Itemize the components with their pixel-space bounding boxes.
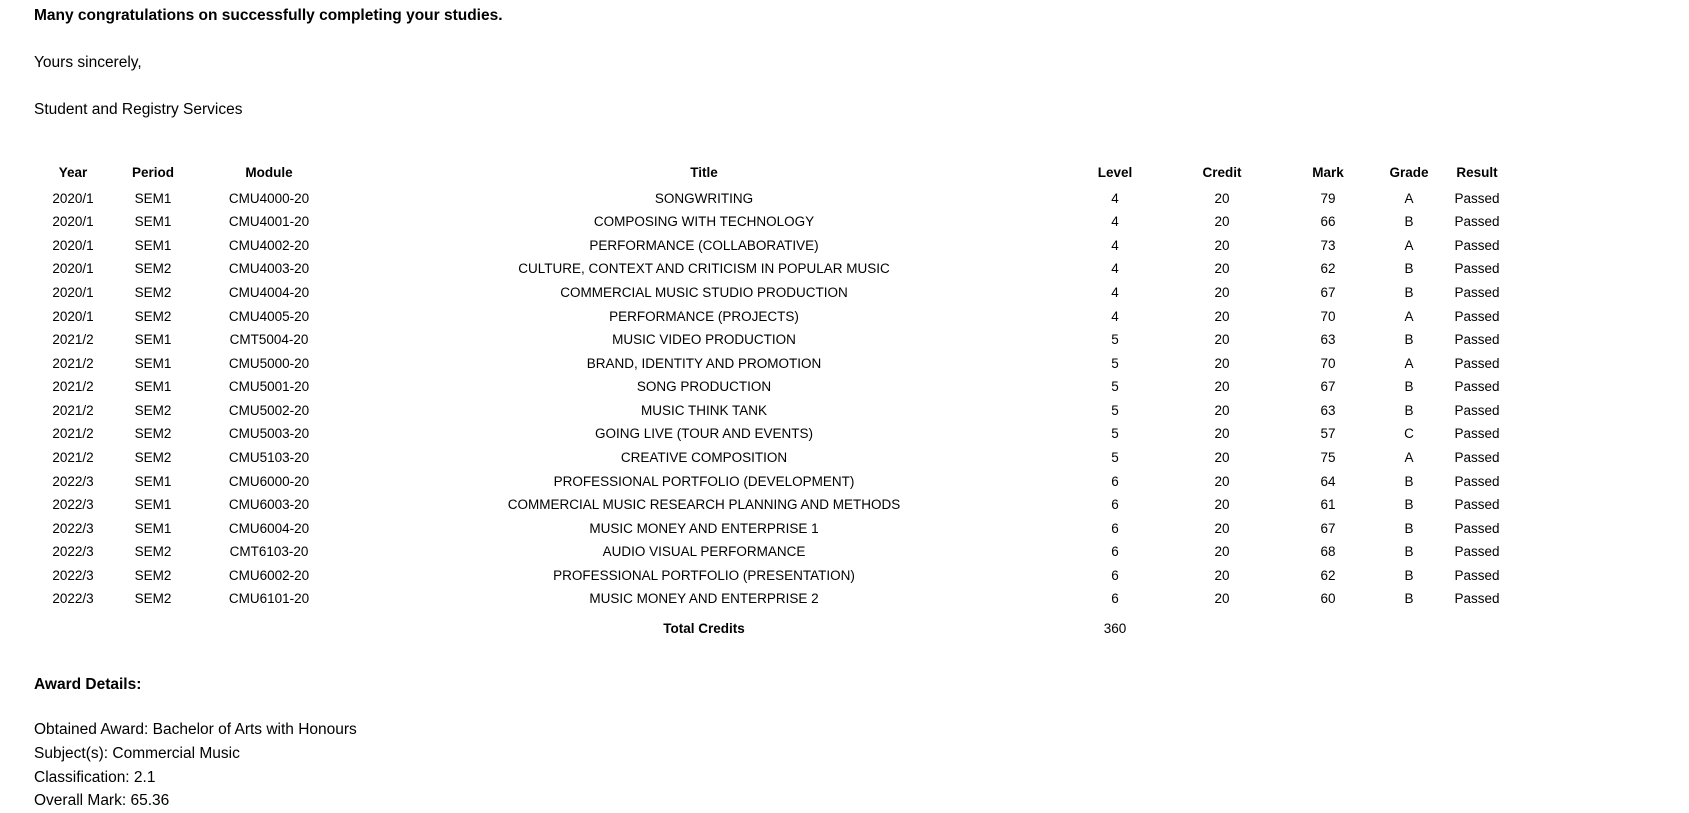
cell-credit: 20 — [1214, 402, 1230, 418]
spacer — [34, 27, 1655, 53]
cell-result: Passed — [1454, 379, 1500, 395]
cell-period: SEM1 — [134, 332, 172, 348]
cell-result: Passed — [1454, 591, 1500, 607]
cell-grade: B — [1404, 402, 1414, 418]
cell-title: PERFORMANCE (PROJECTS) — [609, 308, 799, 324]
cell-year: 2020/1 — [52, 285, 94, 301]
cell-title: COMMERCIAL MUSIC RESEARCH PLANNING AND METHODS — [507, 497, 901, 513]
cell-result: Passed — [1454, 402, 1500, 418]
cell-level: 5 — [1111, 402, 1119, 418]
subjects-text: Subject(s): Commercial Music — [34, 745, 240, 762]
table-row — [34, 540, 1514, 564]
cell-level: 6 — [1111, 544, 1119, 560]
cell-credit: 20 — [1214, 591, 1230, 607]
table-row — [34, 375, 1514, 399]
cell-credit: 20 — [1214, 379, 1230, 395]
cell-level: 5 — [1111, 379, 1119, 395]
cell-result: Passed — [1454, 237, 1500, 253]
cell-grade: B — [1404, 520, 1414, 536]
cell-grade: B — [1404, 285, 1414, 301]
cell-module: CMU6000-20 — [228, 473, 310, 489]
cell-result: Passed — [1454, 355, 1500, 371]
congratulations-text: Many congratulations on successfully completing your studies. — [34, 7, 503, 24]
classification-text: Classification: 2.1 — [34, 768, 156, 786]
table-row — [34, 352, 1514, 376]
cell-mark: 67 — [1320, 520, 1336, 536]
department-text: Student and Registry Services — [34, 100, 243, 118]
cell-credit: 20 — [1214, 214, 1230, 230]
cell-grade: B — [1404, 473, 1414, 489]
cell-year: 2021/2 — [52, 332, 94, 348]
cell-title: MUSIC VIDEO PRODUCTION — [612, 332, 796, 348]
cell-mark: 63 — [1320, 402, 1336, 418]
column-header-title: Title — [690, 164, 718, 180]
sign-off-text: Yours sincerely, — [34, 53, 142, 71]
table-row — [34, 564, 1514, 588]
table-row — [34, 517, 1514, 541]
cell-module: CMU4003-20 — [228, 261, 310, 277]
cell-period: SEM1 — [134, 214, 172, 230]
cell-credit: 20 — [1214, 544, 1230, 560]
cell-grade: A — [1404, 449, 1414, 465]
cell-result: Passed — [1454, 214, 1500, 230]
cell-module: CMU6003-20 — [228, 497, 310, 513]
cell-result: Passed — [1454, 308, 1500, 324]
cell-mark: 66 — [1320, 214, 1336, 230]
cell-title: COMPOSING WITH TECHNOLOGY — [593, 214, 815, 230]
cell-year: 2021/2 — [52, 355, 94, 371]
cell-level: 4 — [1111, 261, 1119, 277]
cell-mark: 73 — [1320, 237, 1336, 253]
cell-result: Passed — [1454, 497, 1500, 513]
cell-module: CMU5003-20 — [228, 426, 310, 442]
cell-year: 2020/1 — [52, 237, 94, 253]
cell-title: MUSIC MONEY AND ENTERPRISE 2 — [589, 591, 819, 607]
cell-title: SONGWRITING — [654, 190, 754, 206]
obtained-award-text: Obtained Award: Bachelor of Arts with Honours — [34, 721, 357, 739]
cell-grade: A — [1404, 308, 1414, 324]
award-details-heading: Award Details: — [34, 676, 142, 694]
cell-period: SEM2 — [134, 285, 172, 301]
cell-mark: 79 — [1320, 190, 1336, 206]
cell-module: CMU4001-20 — [228, 214, 310, 230]
column-header-result: Result — [1456, 164, 1498, 180]
cell-result: Passed — [1454, 520, 1500, 536]
cell-title: MUSIC THINK TANK — [640, 402, 767, 418]
cell-period: SEM2 — [134, 426, 172, 442]
cell-result: Passed — [1454, 544, 1500, 560]
cell-credit: 20 — [1214, 355, 1230, 371]
cell-mark: 75 — [1320, 449, 1336, 465]
column-header-period: Period — [131, 164, 174, 180]
cell-year: 2021/2 — [52, 426, 94, 442]
cell-result: Passed — [1454, 261, 1500, 277]
cell-result: Passed — [1454, 426, 1500, 442]
cell-module: CMT6103-20 — [229, 544, 309, 560]
cell-period: SEM1 — [134, 473, 172, 489]
cell-credit: 20 — [1214, 308, 1230, 324]
cell-grade: C — [1404, 426, 1414, 442]
cell-empty — [1166, 611, 1278, 641]
cell-year: 2020/1 — [52, 308, 94, 324]
cell-grade: B — [1404, 544, 1414, 560]
cell-level: 4 — [1111, 285, 1119, 301]
cell-level: 6 — [1111, 567, 1119, 583]
column-header-module: Module — [245, 164, 293, 180]
cell-level: 6 — [1111, 520, 1119, 536]
table-row — [34, 493, 1514, 517]
cell-title: PROFESSIONAL PORTFOLIO (DEVELOPMENT) — [553, 473, 855, 489]
cell-grade: B — [1404, 379, 1414, 395]
table-row — [34, 470, 1514, 494]
cell-credit: 20 — [1214, 567, 1230, 583]
cell-mark: 67 — [1320, 379, 1336, 395]
cell-title: GOING LIVE (TOUR AND EVENTS) — [594, 426, 814, 442]
total-credits-value: 360 — [1103, 620, 1127, 636]
table-header-row — [34, 165, 1514, 187]
cell-credit: 20 — [1214, 473, 1230, 489]
total-credits-row — [34, 611, 1514, 641]
cell-grade: B — [1404, 497, 1414, 513]
cell-period: SEM1 — [134, 237, 172, 253]
cell-title: PROFESSIONAL PORTFOLIO (PRESENTATION) — [553, 567, 855, 583]
cell-mark: 60 — [1320, 591, 1336, 607]
cell-empty — [1278, 611, 1378, 641]
cell-period: SEM1 — [134, 497, 172, 513]
overall-mark-text: Overall Mark: 65.36 — [34, 792, 170, 810]
cell-year: 2022/3 — [52, 473, 94, 489]
cell-grade: A — [1404, 237, 1414, 253]
cell-title: PERFORMANCE (COLLABORATIVE) — [589, 237, 819, 253]
cell-period: SEM2 — [134, 402, 172, 418]
cell-empty — [1440, 611, 1514, 641]
column-header-year: Year — [58, 164, 88, 180]
cell-level: 5 — [1111, 426, 1119, 442]
table-row — [34, 281, 1514, 305]
cell-result: Passed — [1454, 473, 1500, 489]
cell-period: SEM1 — [134, 520, 172, 536]
cell-mark: 70 — [1320, 355, 1336, 371]
column-header-mark: Mark — [1312, 164, 1344, 180]
cell-credit: 20 — [1214, 449, 1230, 465]
cell-period: SEM1 — [134, 355, 172, 371]
cell-grade: B — [1404, 261, 1414, 277]
table-row — [34, 234, 1514, 258]
cell-module: CMU4005-20 — [228, 308, 310, 324]
cell-year: 2020/1 — [52, 190, 94, 206]
cell-credit: 20 — [1214, 332, 1230, 348]
cell-period: SEM2 — [134, 544, 172, 560]
cell-empty — [34, 611, 112, 641]
cell-period: SEM2 — [134, 591, 172, 607]
cell-level: 6 — [1111, 473, 1119, 489]
cell-title: AUDIO VISUAL PERFORMANCE — [602, 544, 806, 560]
cell-year: 2022/3 — [52, 567, 94, 583]
cell-module: CMU6002-20 — [228, 567, 310, 583]
cell-mark: 61 — [1320, 497, 1336, 513]
cell-level: 5 — [1111, 355, 1119, 371]
table-row — [34, 305, 1514, 329]
cell-credit: 20 — [1214, 261, 1230, 277]
table-row — [34, 328, 1514, 352]
table-row — [34, 257, 1514, 281]
cell-mark: 67 — [1320, 285, 1336, 301]
cell-period: SEM1 — [134, 190, 172, 206]
cell-level: 4 — [1111, 190, 1119, 206]
cell-period: SEM2 — [134, 567, 172, 583]
cell-empty — [1378, 611, 1440, 641]
cell-year: 2022/3 — [52, 591, 94, 607]
table-row — [34, 422, 1514, 446]
cell-credit: 20 — [1214, 520, 1230, 536]
cell-mark: 62 — [1320, 567, 1336, 583]
cell-year: 2021/2 — [52, 402, 94, 418]
table-row — [34, 587, 1514, 611]
cell-level: 4 — [1111, 214, 1119, 230]
cell-year: 2021/2 — [52, 379, 94, 395]
cell-grade: B — [1404, 567, 1414, 583]
cell-module: CMU6101-20 — [228, 591, 310, 607]
cell-grade: B — [1404, 591, 1414, 607]
table-row — [34, 210, 1514, 234]
cell-year: 2022/3 — [52, 544, 94, 560]
cell-mark: 62 — [1320, 261, 1336, 277]
cell-title: SONG PRODUCTION — [636, 379, 772, 395]
results-table — [34, 165, 1514, 641]
cell-year: 2022/3 — [52, 520, 94, 536]
cell-grade: A — [1404, 190, 1414, 206]
table-row — [34, 187, 1514, 211]
cell-year: 2022/3 — [52, 497, 94, 513]
cell-grade: A — [1404, 355, 1414, 371]
table-row — [34, 399, 1514, 423]
table-row — [34, 446, 1514, 470]
letter-intro — [34, 0, 1655, 121]
cell-result: Passed — [1454, 449, 1500, 465]
cell-title: CREATIVE COMPOSITION — [620, 449, 788, 465]
spacer — [34, 694, 1655, 718]
cell-level: 4 — [1111, 308, 1119, 324]
cell-level: 5 — [1111, 332, 1119, 348]
cell-credit: 20 — [1214, 190, 1230, 206]
column-header-credit: Credit — [1202, 164, 1242, 180]
cell-result: Passed — [1454, 332, 1500, 348]
award-details-section — [34, 676, 1655, 812]
cell-period: SEM1 — [134, 379, 172, 395]
cell-grade: B — [1404, 332, 1414, 348]
cell-module: CMU4004-20 — [228, 285, 310, 301]
cell-module: CMU5000-20 — [228, 355, 310, 371]
total-credits-label: Total Credits — [663, 620, 745, 636]
cell-mark: 64 — [1320, 473, 1336, 489]
cell-title: CULTURE, CONTEXT AND CRITICISM IN POPULAR MUSIC — [518, 261, 890, 277]
cell-module: CMU5103-20 — [228, 449, 310, 465]
cell-module: CMU4000-20 — [228, 190, 310, 206]
cell-level: 5 — [1111, 449, 1119, 465]
cell-period: SEM2 — [134, 449, 172, 465]
cell-year: 2021/2 — [52, 449, 94, 465]
cell-module: CMU5001-20 — [228, 379, 310, 395]
spacer — [34, 74, 1655, 100]
cell-title: COMMERCIAL MUSIC STUDIO PRODUCTION — [560, 285, 848, 301]
cell-result: Passed — [1454, 285, 1500, 301]
cell-mark: 57 — [1320, 426, 1336, 442]
cell-level: 6 — [1111, 591, 1119, 607]
cell-period: SEM2 — [134, 261, 172, 277]
cell-result: Passed — [1454, 190, 1500, 206]
cell-period: SEM2 — [134, 308, 172, 324]
cell-module: CMT5004-20 — [229, 332, 309, 348]
cell-year: 2020/1 — [52, 214, 94, 230]
cell-mark: 63 — [1320, 332, 1336, 348]
cell-grade: B — [1404, 214, 1414, 230]
cell-module: CMU5002-20 — [228, 402, 310, 418]
cell-mark: 68 — [1320, 544, 1336, 560]
cell-credit: 20 — [1214, 237, 1230, 253]
cell-title: BRAND, IDENTITY AND PROMOTION — [586, 355, 822, 371]
cell-result: Passed — [1454, 567, 1500, 583]
cell-module: CMU4002-20 — [228, 237, 310, 253]
cell-level: 6 — [1111, 497, 1119, 513]
cell-year: 2020/1 — [52, 261, 94, 277]
cell-mark: 70 — [1320, 308, 1336, 324]
cell-credit: 20 — [1214, 497, 1230, 513]
column-header-level: Level — [1097, 164, 1133, 180]
column-header-grade: Grade — [1389, 164, 1429, 180]
cell-empty — [112, 611, 194, 641]
cell-title: MUSIC MONEY AND ENTERPRISE 1 — [589, 520, 819, 536]
cell-module: CMU6004-20 — [228, 520, 310, 536]
cell-credit: 20 — [1214, 426, 1230, 442]
cell-credit: 20 — [1214, 285, 1230, 301]
cell-empty — [194, 611, 344, 641]
cell-level: 4 — [1111, 237, 1119, 253]
